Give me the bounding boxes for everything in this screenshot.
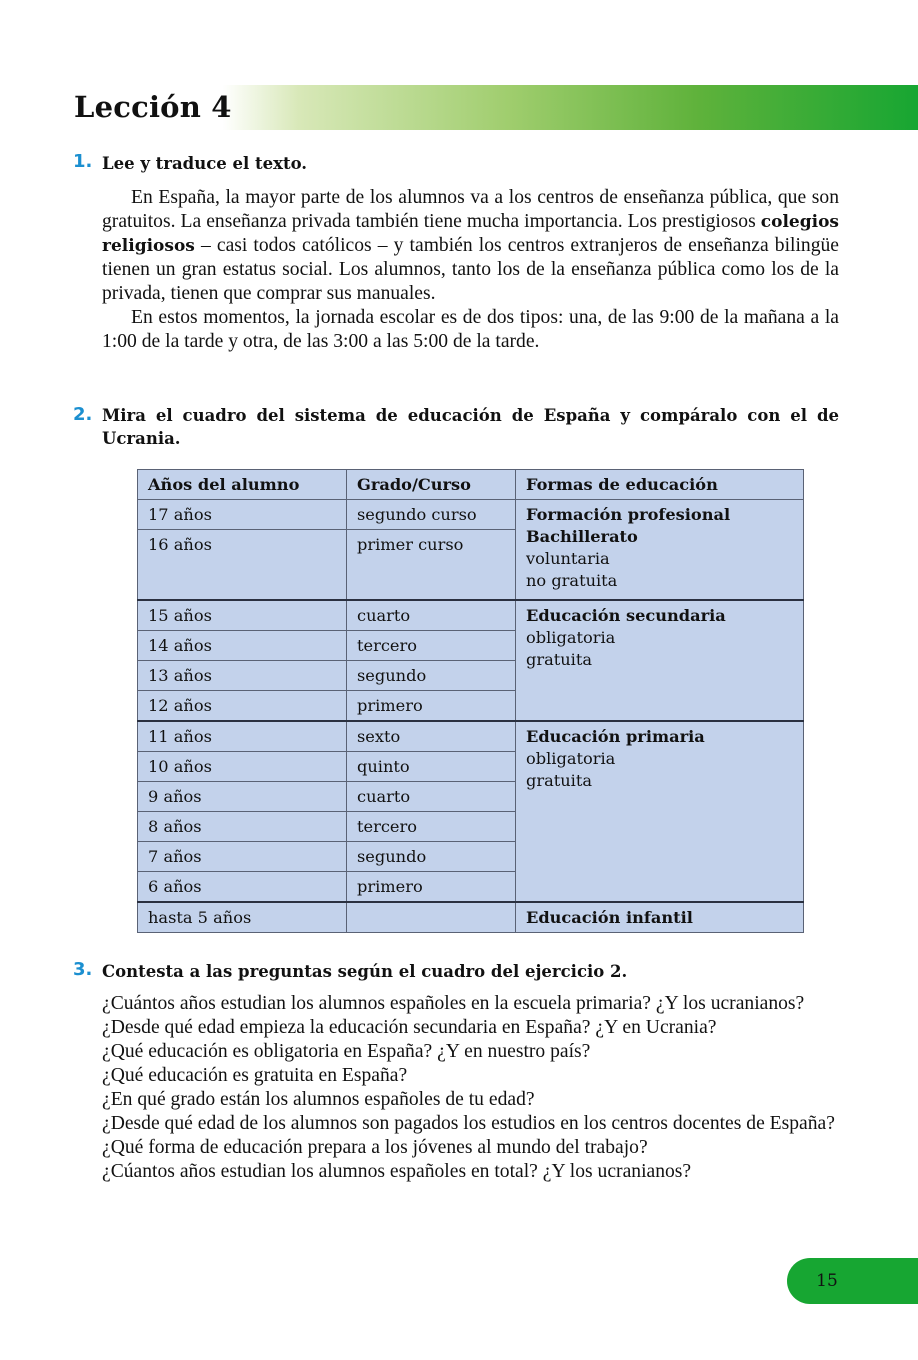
table-cell-age: 9 años: [138, 782, 347, 812]
question-item: ¿Qué educación es obligatoria en España? ¿Y en nuestro país?: [102, 1041, 591, 1062]
exercise-3-title: Contesta a las preguntas según el cuadro del ejercicio 2.: [102, 962, 628, 981]
paragraph-1-text-a: En España, la mayor parte de los alumnos va a los centros de enseñanza pública, que son gratuitos. La enseñanza privada también tiene mucha importancia. Los prestigiosos: [102, 187, 839, 232]
table-cell-age: 16 años: [138, 530, 347, 601]
form-name: Bachillerato: [526, 527, 638, 546]
table-cell-age: 12 años: [138, 691, 347, 722]
question-item: ¿Qué educación es gratuita en España?: [102, 1065, 408, 1086]
table-header: Años del alumno: [138, 470, 347, 500]
exercise-1-text: [102, 186, 839, 354]
table-cell-grade: tercero: [347, 812, 516, 842]
table-cell-grade: quinto: [347, 752, 516, 782]
form-attribute: gratuita: [526, 650, 593, 669]
table-cell-form: [516, 721, 804, 902]
exercise-2-title: Mira el cuadro del sistema de educación de España y compáralo con el de Ucrania.: [102, 406, 839, 448]
table-cell-grade: segundo curso: [347, 500, 516, 530]
table-cell-age: 14 años: [138, 631, 347, 661]
paragraph-1-bold-term: colegios religiosos: [102, 212, 839, 256]
table-header: Grado/Curso: [347, 470, 516, 500]
question-item: ¿Desde qué edad de los alumnos son pagados los estudios en los centros docentes de España?: [102, 1113, 835, 1134]
question-item: ¿Cúantos años estudian los alumnos españoles en total? ¿Y los ucranianos?: [102, 1161, 692, 1182]
table-header: Formas de educación: [516, 470, 804, 500]
form-attribute: voluntaria: [526, 549, 610, 568]
table-cell-grade: primero: [347, 691, 516, 722]
table-row: [138, 721, 804, 752]
form-name: Formación profesional: [526, 505, 731, 524]
table-cell-age: 11 años: [138, 721, 347, 752]
table-cell-grade: tercero: [347, 631, 516, 661]
exercise-1-paragraph-2: En estos momentos, la jornada escolar es de dos tipos: una, de las 9:00 de la mañana a la 1:00 de la tarde y otra, de las 3:00 a las 5:00 de la tarde.: [102, 307, 839, 352]
exercise-3-number: 3.: [73, 959, 93, 980]
table-row: [138, 902, 804, 933]
table-cell-age: 8 años: [138, 812, 347, 842]
table-cell-form: [516, 500, 804, 601]
table-cell-grade: primer curso: [347, 530, 516, 601]
table-cell-age: 15 años: [138, 600, 347, 631]
exercise-3-questions: [102, 992, 839, 1184]
table-header-row: [138, 470, 804, 500]
form-name: Educación secundaria: [526, 606, 726, 625]
form-attribute: no gratuita: [526, 571, 618, 590]
table-cell-grade: segundo: [347, 842, 516, 872]
table-cell-form: [516, 902, 804, 933]
table-cell-form: [516, 600, 804, 721]
table-cell-age: hasta 5 años: [138, 902, 347, 933]
table-row: [138, 500, 804, 530]
table-cell-age: 6 años: [138, 872, 347, 903]
table-cell-grade: sexto: [347, 721, 516, 752]
form-name: Educación infantil: [526, 908, 693, 927]
form-attribute: gratuita: [526, 771, 593, 790]
exercise-1-title: Lee y traduce el texto.: [102, 154, 308, 173]
table-cell-grade: segundo: [347, 661, 516, 691]
table-cell-grade: [347, 902, 516, 933]
table-row: [138, 600, 804, 631]
lesson-title: Lección 4: [74, 90, 232, 124]
table-cell-age: 13 años: [138, 661, 347, 691]
question-item: ¿Cuántos años estudian los alumnos españoles en la escuela primaria? ¿Y los ucranianos?: [102, 993, 805, 1014]
form-name: Educación primaria: [526, 727, 705, 746]
education-system-table: [137, 469, 804, 933]
table-cell-age: 10 años: [138, 752, 347, 782]
question-item: ¿En qué grado están los alumnos españoles de tu edad?: [102, 1089, 535, 1110]
page-number: 15: [816, 1271, 838, 1291]
table-cell-grade: cuarto: [347, 600, 516, 631]
paragraph-1-text-b: – casi todos católicos – y también los centros extranjeros de enseñanza bilingüe tienen un gran estatus social. Los alumnos, tanto los de la enseñanza pública como los de la privada, tienen que comprar sus manuales.: [102, 235, 839, 304]
exercise-1-number: 1.: [73, 151, 93, 172]
table-cell-age: 7 años: [138, 842, 347, 872]
form-attribute: obligatoria: [526, 749, 616, 768]
table-cell-grade: cuarto: [347, 782, 516, 812]
exercise-1-paragraph-1: [102, 186, 839, 306]
question-item: ¿Qué forma de educación prepara a los jóvenes al mundo del trabajo?: [102, 1137, 648, 1158]
exercise-2-number: 2.: [73, 404, 93, 425]
table-cell-grade: primero: [347, 872, 516, 903]
table-cell-age: 17 años: [138, 500, 347, 530]
form-attribute: obligatoria: [526, 628, 616, 647]
question-item: ¿Desde qué edad empieza la educación secundaria en España? ¿Y en Ucrania?: [102, 1017, 717, 1038]
